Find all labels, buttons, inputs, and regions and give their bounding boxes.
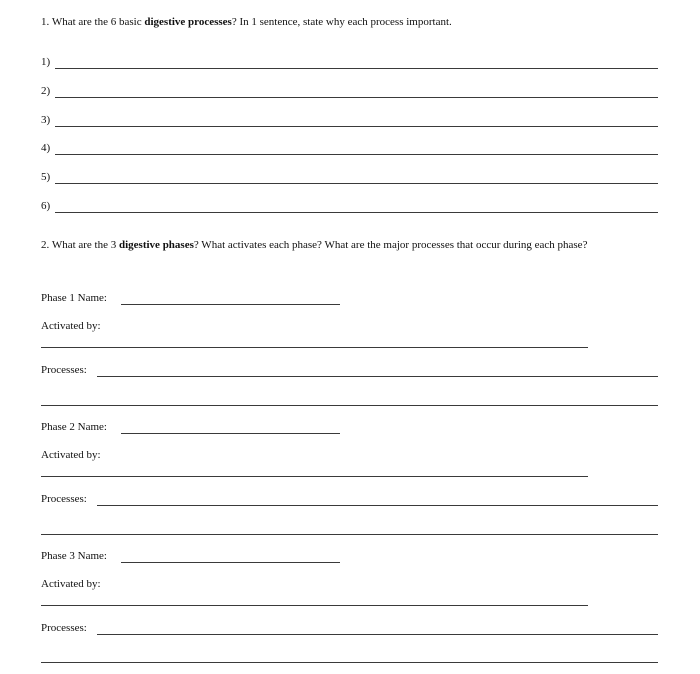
phase-3-name-line[interactable] [121,562,340,563]
phase-1-name-label: Phase 1 Name: [41,292,107,304]
phase-3-processes-line-2[interactable] [41,662,658,663]
question-2-bold-term: digestive phases [119,239,194,251]
phase-2-processes-label: Processes: [41,493,87,505]
phase-2-processes-line-1[interactable] [97,505,658,506]
question-2-prompt [41,238,641,253]
phase-3-processes-line-1[interactable] [97,634,658,635]
phase-2-processes-line-2[interactable] [41,534,658,535]
question-2-text-after: ? What activates each phase? What are the major processes that occur during each phase? [193,239,588,251]
answer-line-2[interactable] [55,97,658,98]
question-2-number: 2. [41,239,50,251]
answer-label-4: 4) [41,142,51,154]
phase-2-activated-line[interactable] [41,476,588,477]
answer-label-2: 2) [41,85,51,97]
question-1-text-before: What are the 6 basic [51,16,142,28]
phase-1-activated-label: Activated by: [41,320,101,332]
phase-1-processes-line-2[interactable] [41,405,658,406]
answer-label-1: 1) [41,56,51,68]
answer-line-4[interactable] [55,154,658,155]
answer-line-1[interactable] [55,68,658,69]
answer-line-6[interactable] [55,212,658,213]
phase-1-processes-line-1[interactable] [97,376,658,377]
phase-3-activated-line[interactable] [41,605,588,606]
question-2-text-before: What are the 3 [51,239,117,251]
phase-3-activated-label: Activated by: [41,578,101,590]
answer-line-5[interactable] [55,183,658,184]
answer-label-6: 6) [41,200,51,212]
question-1-text-after: ? In 1 sentence, state why each process important. [231,16,452,28]
question-1-number: 1. [41,16,50,28]
answer-label-3: 3) [41,114,51,126]
phase-2-name-line[interactable] [121,433,340,434]
phase-3-name-label: Phase 3 Name: [41,550,107,562]
phase-2-activated-label: Activated by: [41,449,101,461]
phase-1-name-line[interactable] [121,304,340,305]
phase-1-activated-line[interactable] [41,347,588,348]
phase-2-name-label: Phase 2 Name: [41,421,107,433]
answer-label-5: 5) [41,171,51,183]
answer-line-3[interactable] [55,126,658,127]
question-1-bold-term: digestive processes [144,16,232,28]
phase-1-processes-label: Processes: [41,364,87,376]
question-1-prompt [41,16,452,28]
phase-3-processes-label: Processes: [41,622,87,634]
